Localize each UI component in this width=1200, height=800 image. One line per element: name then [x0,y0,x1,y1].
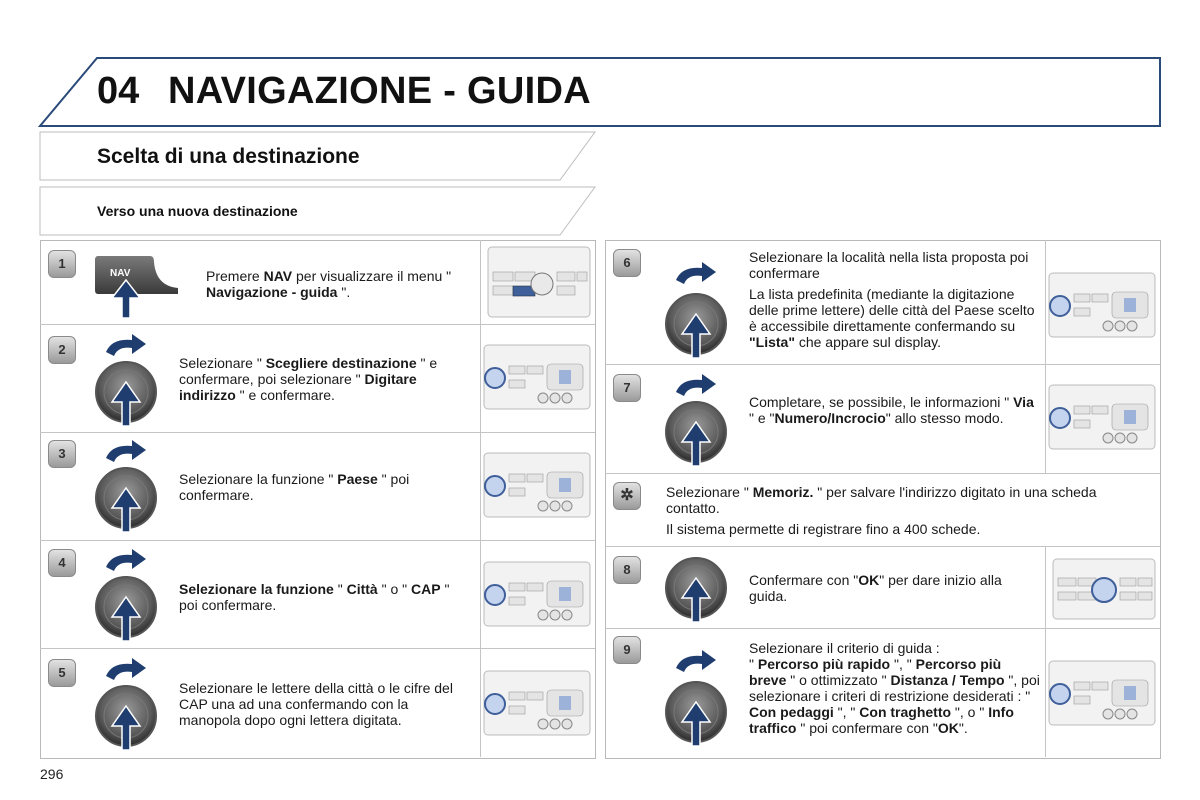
control-panel-illustration-2 [483,344,591,410]
step-badge-7: 7 [613,374,641,402]
step-text-5: Selezionare le lettere della città o le cifre del CAP una ad una confermando con la manopola dopo ogni lettera digitata. [179,680,453,728]
rotary-knob-icon-4 [92,545,162,643]
rotary-knob-icon-2 [92,330,162,428]
tip-icon: ✲ [613,482,641,510]
tip-text: Selezionare " Memoriz. " per salvare l'indirizzo digitato in una scheda contatto. Il sistema permette di registrare fino a 400 schede. [666,484,1097,537]
control-panel-illustration-8 [1052,558,1156,620]
rotary-knob-icon-9 [662,646,732,752]
control-panel-illustration-5 [483,670,591,736]
control-panel-illustration-4 [483,561,591,627]
step-text-3: Selezionare la funzione " Paese " poi confermare. [179,471,410,503]
left-divider [480,240,481,757]
section-subtitle: Verso una nuova destinazione [97,203,298,219]
section-title: Scelta di una destinazione [97,145,360,168]
step-badge-8: 8 [613,556,641,584]
step-badge-1: 1 [48,250,76,278]
step-text-7: Completare, se possibile, le informazioni " Via " e "Numero/Incrocio" allo stesso modo. [749,394,1034,426]
right-divider-bottom [1045,547,1046,757]
control-panel-illustration-9 [1048,660,1156,726]
rotary-knob-icon-5 [92,654,162,752]
step-text-4: Selezionare la funzione " Città " o " CAP " poi confermare. [179,581,450,613]
rotary-knob-icon-7 [662,370,732,470]
nav-key-icon [92,252,184,322]
chapter-number: 04 [97,70,140,112]
chapter-title: NAVIGAZIONE - GUIDA [168,70,591,112]
page-number: 296 [40,766,64,782]
control-panel-illustration-6 [1048,272,1156,338]
rotary-knob-icon-8 [662,552,732,626]
right-divider-top [1045,240,1046,474]
rotary-knob-icon-3 [92,436,162,534]
control-panel-illustration-1 [487,246,591,318]
step-badge-3: 3 [48,440,76,468]
control-panel-illustration-7 [1048,384,1156,450]
step-badge-9: 9 [613,636,641,664]
step-text-8: Confermare con "OK" per dare inizio alla guida. [749,572,1002,604]
step-badge-6: 6 [613,249,641,277]
step-text-1: Premere NAV per visualizzare il menu " Navigazione - guida ". [206,268,452,300]
step-text-6: Selezionare la località nella lista proposta poi confermare La lista predefinita (mediante la digitazione delle prime lettere) delle città del Paese scelto è accessibile direttamente confermando su "Lista" che appare sul display. [749,249,1035,350]
step-text-2: Selezionare " Scegliere destinazione " e confermare, poi selezionare " Digitare indirizzo " e confermare. [179,355,438,403]
nav-key-label: NAV [110,268,131,279]
step-badge-5: 5 [48,659,76,687]
step-badge-4: 4 [48,549,76,577]
step-badge-2: 2 [48,336,76,364]
control-panel-illustration-3 [483,452,591,518]
step-text-9: Selezionare il criterio di guida : " Percorso più rapido ", " Percorso più breve " o ottimizzato " Distanza / Tempo ", poi selezionare i criteri di restrizione desiderati : " Con pedaggi ", " Con traghetto ", o " Info traffico " poi confermare con "OK". [749,640,1040,736]
rotary-knob-icon-6 [662,258,732,362]
